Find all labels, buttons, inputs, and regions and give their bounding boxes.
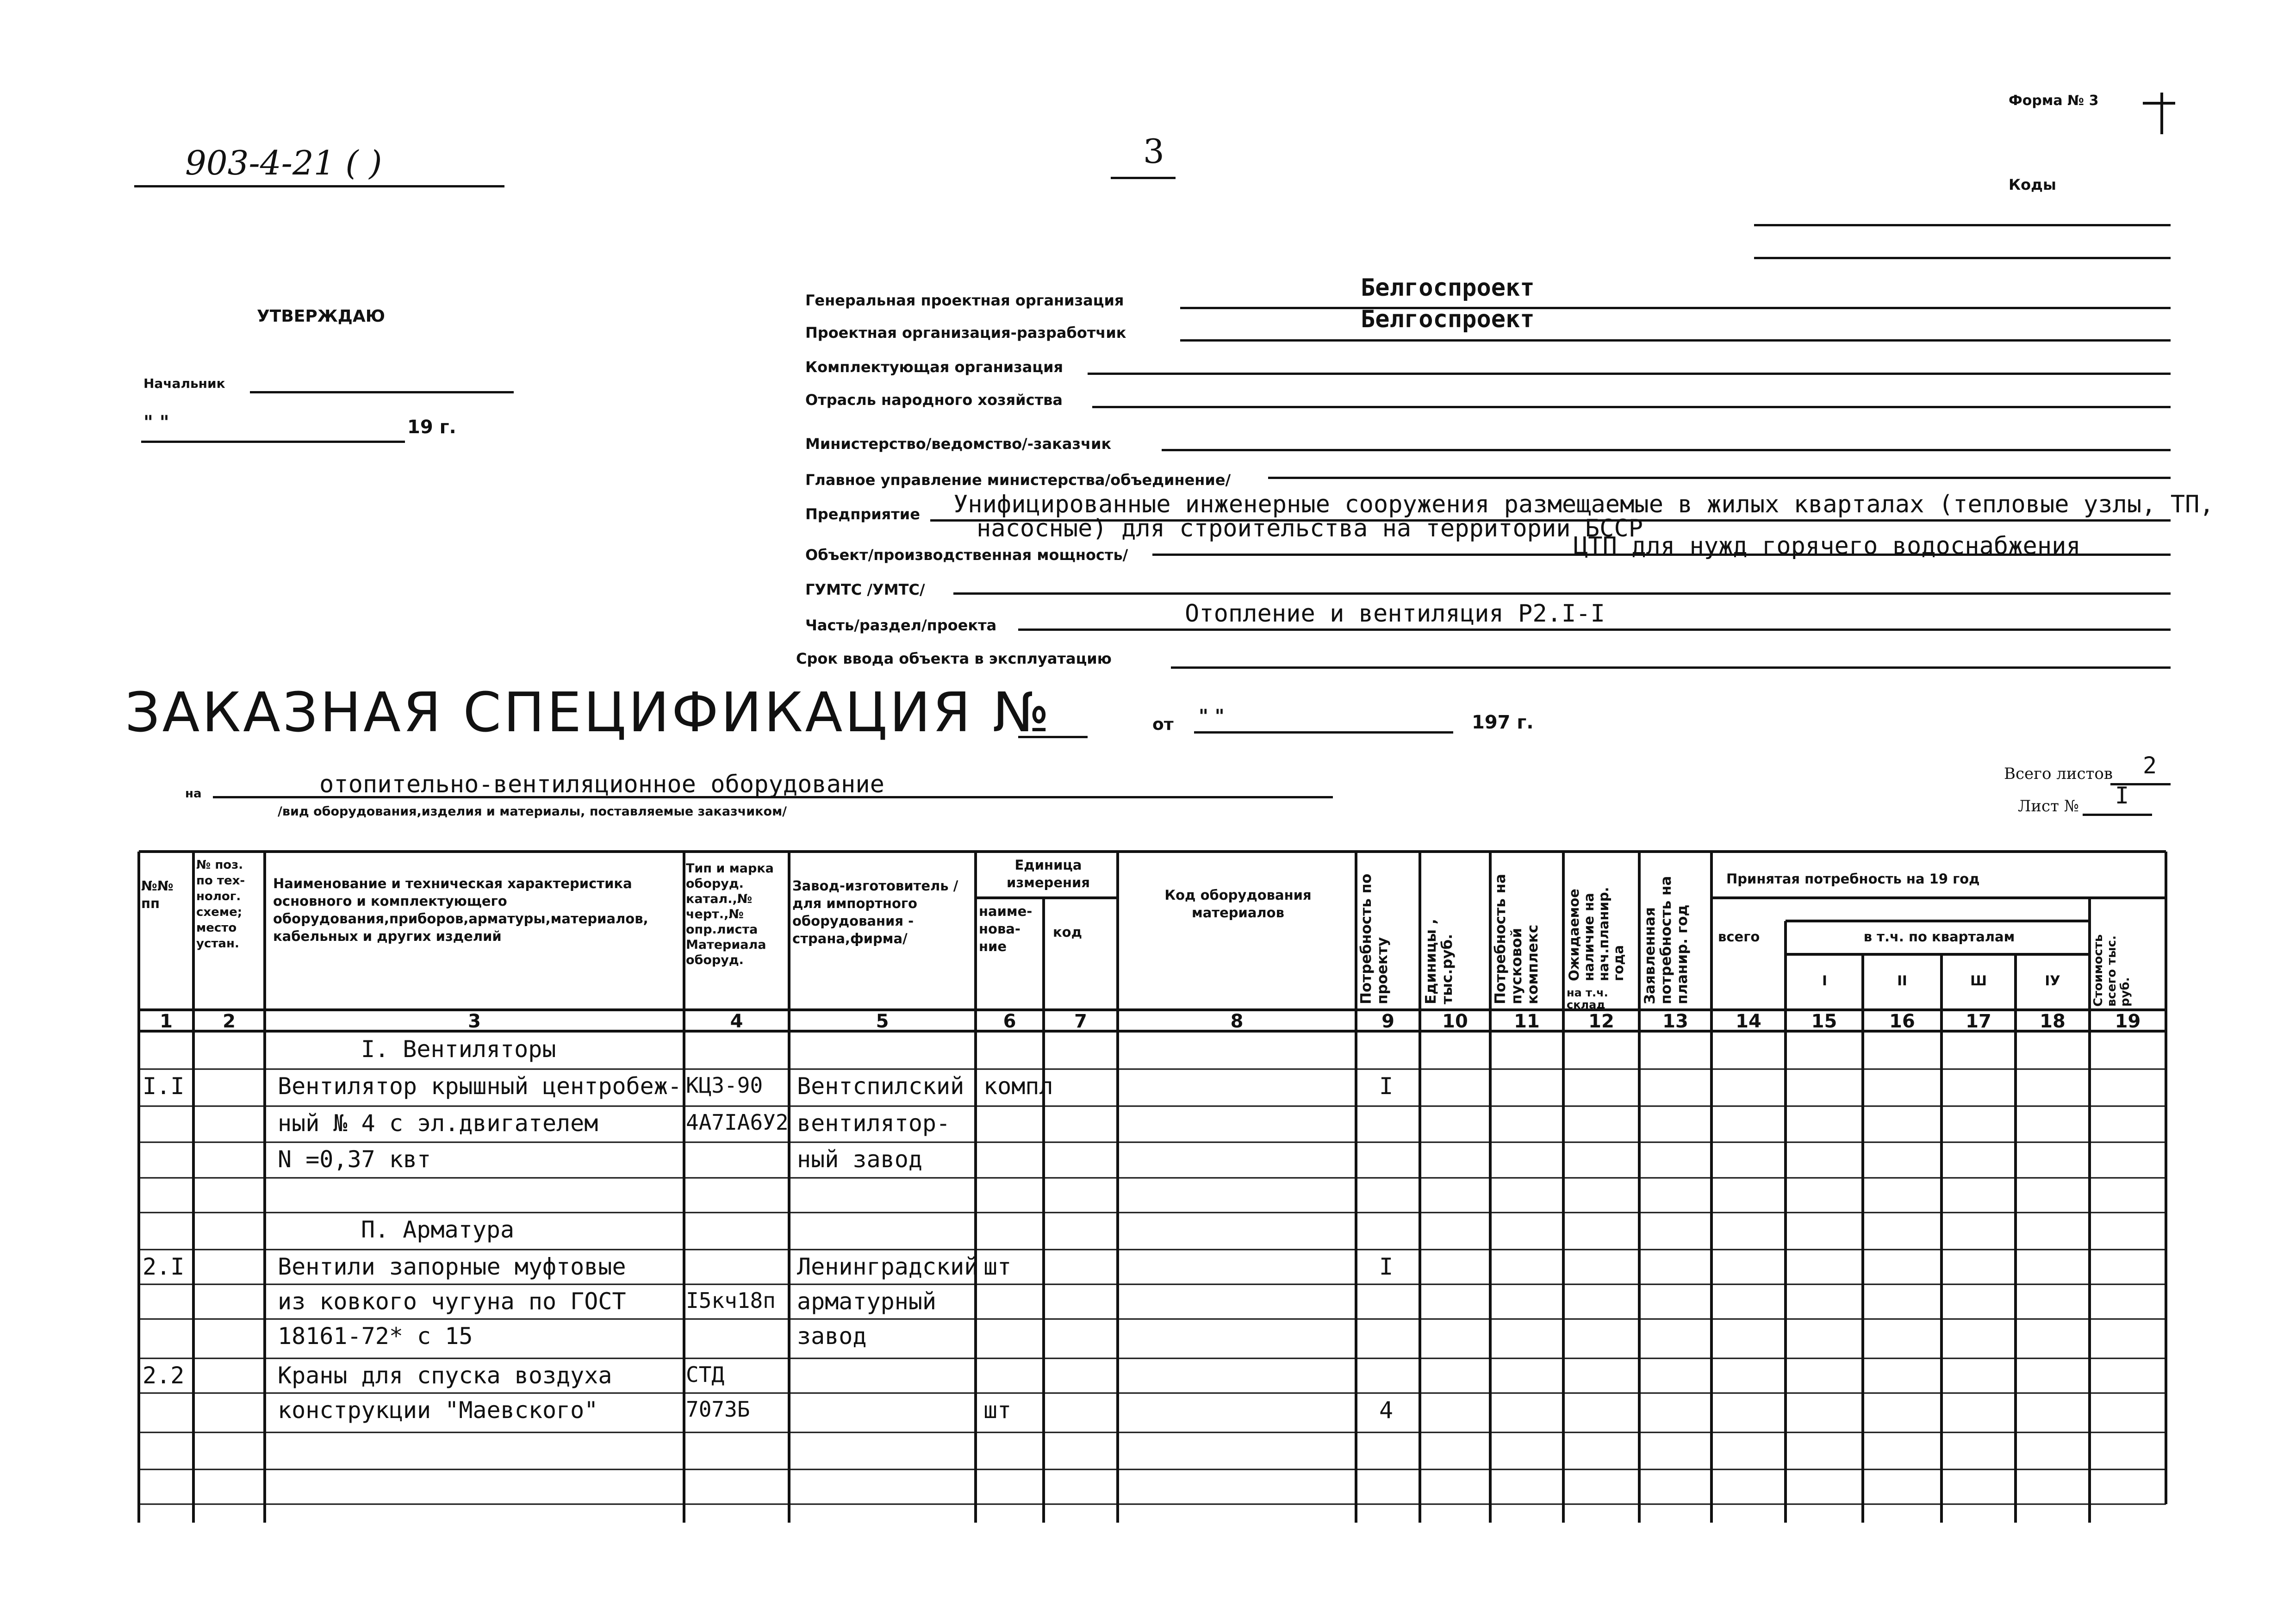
- col-header-18: IУ: [2045, 973, 2060, 989]
- table-cell-c3: Вентилятор крышный центробеж-: [278, 1073, 682, 1100]
- col-header-8: Код оборудования материалов: [1164, 887, 1312, 921]
- subject-caption: /вид оборудования,изделия и материалы, поставляемые заказчиком/: [278, 804, 787, 819]
- col-header-6-group: Единица измерения: [1007, 857, 1090, 890]
- table-cell-c4: I5кч18п: [686, 1288, 776, 1313]
- col-header-17: Ш: [1970, 973, 1987, 989]
- table-cell-c3: N =0,37 квт: [278, 1146, 431, 1173]
- table-cell-c5: арматурный: [797, 1288, 937, 1315]
- table-cell-c9: 4: [1379, 1397, 1394, 1424]
- col-header-5: Завод-изготовитель /для импортного оборудования - страна,фирма/: [792, 878, 958, 946]
- field-general-org-value: Белгоспроект: [1361, 274, 1535, 302]
- table-cell-c9: I: [1379, 1253, 1394, 1280]
- field-general-org-label: Генеральная проектная организация: [805, 292, 1124, 309]
- field-developer-org-label: Проектная организация-разработчик: [805, 324, 1126, 342]
- col-header-16: II: [1897, 973, 1907, 989]
- total-sheets-value: 2: [2143, 752, 2157, 779]
- table-cell-c6: шт: [983, 1397, 1012, 1424]
- col-header-12: Ожидаемое наличие на нач.планир. года: [1566, 887, 1626, 981]
- col-header-4: Тип и марка оборуд. катал.,№ черт.,№ опр.листа Материала оборуд.: [686, 861, 774, 967]
- approve-year: 19 г.: [407, 417, 456, 438]
- document-number: 903-4-21 ( ): [185, 143, 382, 182]
- col-header-19: Стоимость всего тыс. руб.: [2091, 934, 2132, 1007]
- field-enterprise-value: Унифицированные инженерные сооружения размещаемые в жилых кварталах (тепловые узлы, ТП,: [953, 491, 2214, 518]
- table-cell-c1: 2.2: [143, 1362, 185, 1389]
- column-number: 11: [1514, 1011, 1540, 1032]
- field-object-value: ЦТП для нужд горячего водоснабжения: [1574, 532, 2081, 560]
- chief-label: Начальник: [143, 376, 225, 391]
- field-enterprise-label: Предприятие: [805, 505, 920, 523]
- column-number: 14: [1736, 1011, 1761, 1032]
- subject-prefix: на: [185, 787, 202, 801]
- column-number: 5: [876, 1011, 889, 1032]
- codes-label: Коды: [2009, 176, 2056, 193]
- sheet-label: Лист №: [2018, 797, 2079, 815]
- col-header-13: Заявленная потребность на планир. год: [1642, 876, 1691, 1004]
- table-cell-c5: вентилятор-: [797, 1110, 951, 1137]
- table-cell-c5: ный завод: [797, 1146, 922, 1173]
- table-cell-c9: I: [1379, 1073, 1394, 1100]
- field-ministry-label: Министерство/ведомство/-заказчик: [805, 435, 1112, 453]
- table-cell-c3: I. Вентиляторы: [361, 1036, 556, 1063]
- field-part-value: Отопление и вентиляция Р2.I-I: [1185, 600, 1605, 628]
- field-main-dept-label: Главное управление министерства/объединение/: [805, 471, 1231, 489]
- column-number: 3: [468, 1011, 481, 1032]
- field-supplier-org-label: Комплектующая организация: [805, 358, 1064, 376]
- spec-from-label: от: [1152, 715, 1174, 734]
- table-cell-c6: шт: [983, 1253, 1012, 1280]
- table-cell-c3: из ковкого чугуна по ГОСТ: [278, 1288, 626, 1315]
- table-cell-c4: СТД: [686, 1362, 725, 1387]
- column-number: 8: [1230, 1011, 1244, 1032]
- field-industry-label: Отрасль народного хозяйства: [805, 391, 1063, 409]
- col-header-15: I: [1822, 973, 1827, 989]
- column-number: 4: [730, 1011, 743, 1032]
- sheet-value: I: [2115, 782, 2129, 809]
- table-cell-c3: Краны для спуска воздуха: [278, 1362, 612, 1389]
- field-commission-label: Срок ввода объекта в эксплуатацию: [796, 650, 1112, 667]
- page-number: 3: [1143, 132, 1164, 171]
- spec-year: 197 г.: [1472, 712, 1534, 733]
- spec-date-quotes: " ": [1199, 706, 1225, 727]
- col-header-1: №№ пп: [141, 878, 174, 911]
- column-number: 12: [1588, 1011, 1614, 1032]
- quarters-header: в т.ч. по кварталам: [1863, 929, 2015, 945]
- approve-label: УТВЕРЖДАЮ: [257, 307, 385, 326]
- form-label: Форма № 3: [2009, 93, 2099, 109]
- total-sheets-label: Всего листов: [2004, 765, 2113, 783]
- col-header-9: Потребность по проекту: [1358, 873, 1391, 1004]
- table-cell-c1: 2.I: [143, 1253, 185, 1280]
- column-number: 13: [1662, 1011, 1688, 1032]
- table-cell-c4: КЦ3-90: [686, 1073, 763, 1098]
- table-cell-c6: компл: [983, 1073, 1053, 1100]
- approve-date-quotes: " ": [143, 412, 169, 433]
- table-cell-c3: П. Арматура: [361, 1216, 515, 1243]
- column-number: 16: [1889, 1011, 1915, 1032]
- spec-title: ЗАКАЗНАЯ СПЕЦИФИКАЦИЯ №: [125, 680, 1052, 744]
- field-gumts-label: ГУМТС /УМТС/: [805, 581, 925, 598]
- col-header-14: всего: [1718, 929, 1760, 945]
- table-cell-c3: ный № 4 с эл.двигателем: [278, 1110, 598, 1137]
- table-cell-c4: 7073Б: [686, 1397, 750, 1422]
- column-number: 10: [1442, 1011, 1468, 1032]
- col-header-11: Потребность на пусковой комплекс: [1492, 874, 1541, 1004]
- field-enterprise-value-cont: насосные) для строительства на территории БССР: [977, 515, 1643, 542]
- col-header-2: № поз. по тех-нолог. схеме; место устан.: [196, 858, 245, 951]
- column-number: 17: [1966, 1011, 1991, 1032]
- column-number: 9: [1381, 1011, 1394, 1032]
- table-cell-c4: 4А7IА6У2: [686, 1110, 789, 1135]
- table-cell-c5: Вентспилский: [797, 1073, 964, 1100]
- column-number: 15: [1811, 1011, 1837, 1032]
- col-header-6: наиме-нова-ние: [979, 903, 1033, 954]
- field-developer-org-value: Белгоспроект: [1361, 305, 1535, 333]
- table-cell-c5: завод: [797, 1323, 867, 1350]
- col-header-10: Единицы , тыс.руб.: [1423, 919, 1456, 1004]
- accepted-need-header: Принятая потребность на 19 год: [1726, 871, 1980, 887]
- subject-value: отопительно-вентиляционное оборудование: [319, 771, 884, 798]
- field-object-label: Объект/производственная мощность/: [805, 546, 1128, 564]
- column-number: 2: [223, 1011, 236, 1032]
- col-header-12-warehouse: на т.ч. склад: [1567, 987, 1608, 1011]
- column-number: 19: [2115, 1011, 2141, 1032]
- column-number: 7: [1074, 1011, 1087, 1032]
- column-number: 6: [1003, 1011, 1016, 1032]
- table-cell-c5: Ленинградский: [797, 1253, 978, 1280]
- column-number: 1: [160, 1011, 173, 1032]
- col-header-3: Наименование и техническая характеристика основного и комплектующего оборудования,приборов,арматуры,материалов, кабельных и других изделий: [273, 876, 648, 944]
- table-cell-c3: Вентили запорные муфтовые: [278, 1253, 626, 1280]
- col-header-7: код: [1053, 924, 1083, 940]
- table-cell-c1: I.I: [143, 1073, 185, 1100]
- table-cell-c3: конструкции "Маевского": [278, 1397, 598, 1424]
- table-cell-c3: 18161-72* с 15: [278, 1323, 473, 1350]
- field-part-label: Часть/раздел/проекта: [805, 616, 997, 634]
- column-number: 18: [2040, 1011, 2066, 1032]
